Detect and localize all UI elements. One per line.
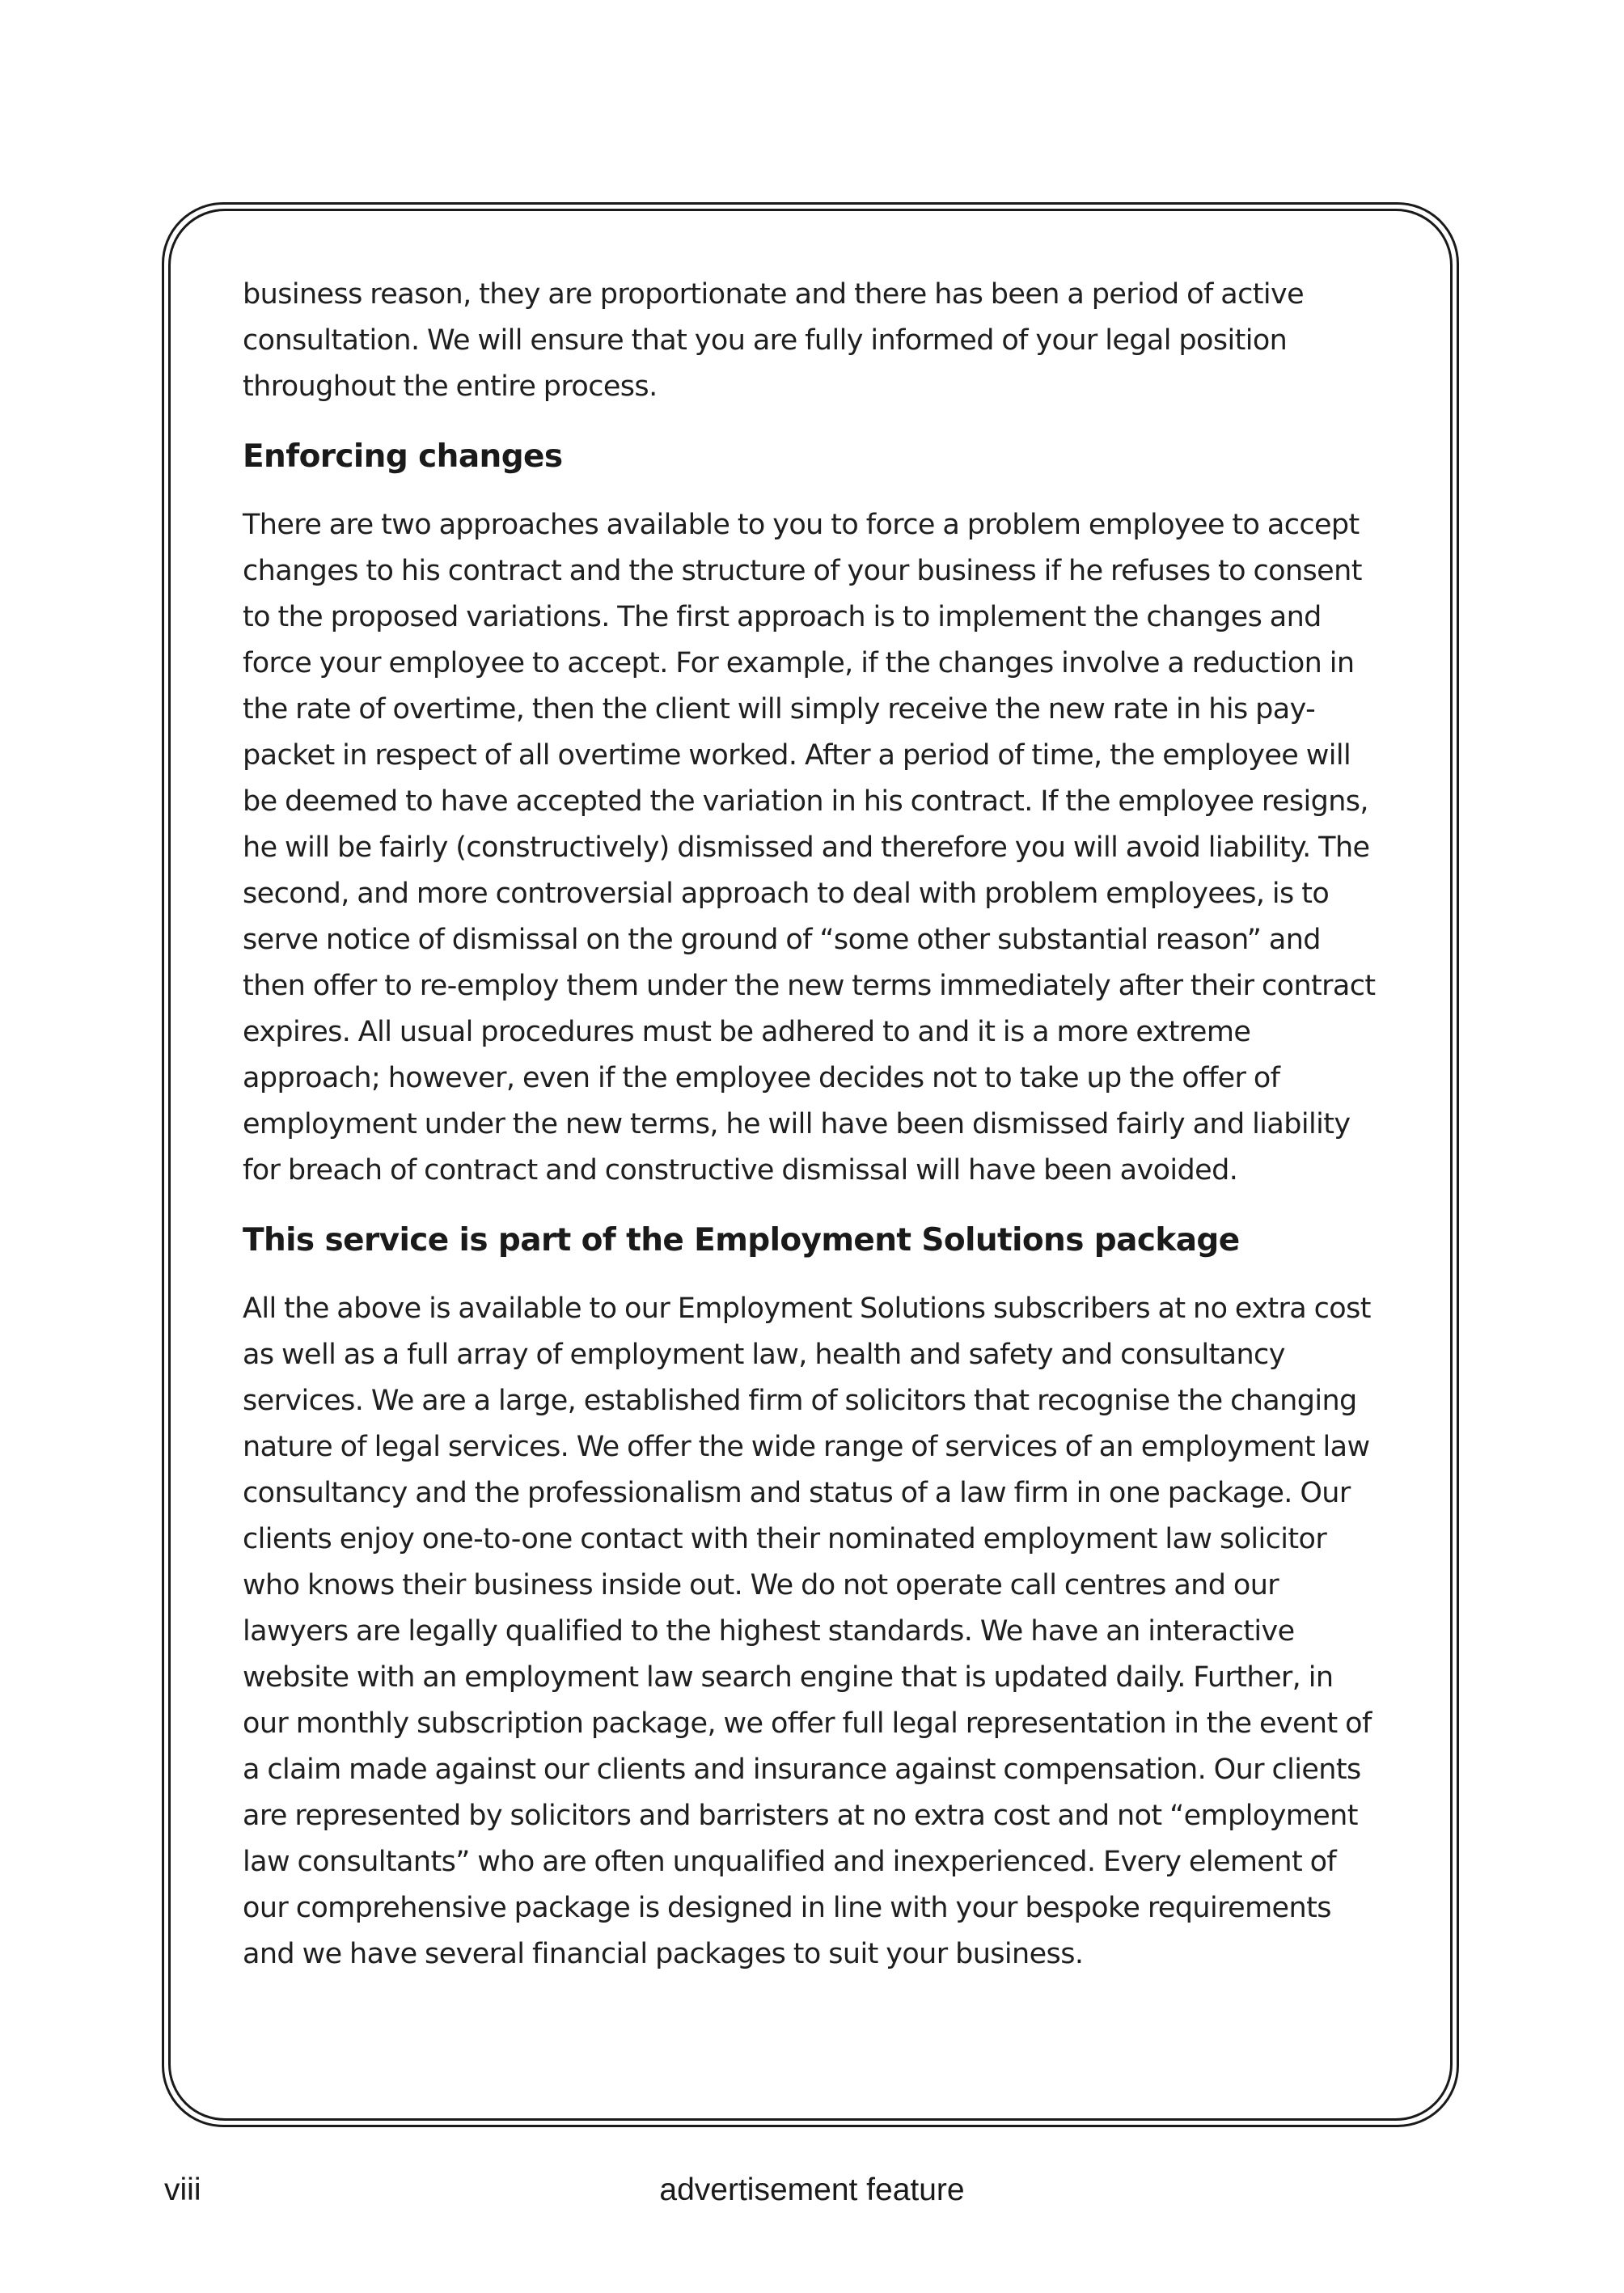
- advertisement-box-content: [243, 272, 1383, 1978]
- section-body-enforcing-changes: There are two approaches available to you to force a problem employee to accept changes to his contract and the structure of your business if he refuses to consent to the proposed variations. The first approach is to implement the changes and force your employee to accept. For example, if the changes involve a reduction in the rate of overtime, then the client will simply receive the new rate in his pay-packet in respect of all overtime worked. After a period of time, the employee will be deemed to have accepted the variation in his contract. If the employee resigns, he will be fairly (constructively) dismissed and therefore you will avoid liability. The second, and more controversial approach to deal with problem employees, is to serve notice of dismissal on the ground of “some other substantial reason” and then offer to re-employ them under the new terms immediately after their contract expires. All usual procedures must be adhered to and it is a more extreme approach; however, even if the employee decides not to take up the offer of employment under the new terms, he will have been dismissed fairly and liability for breach of contract and constructive dismissal will have been avoided.: [243, 509, 1376, 1187]
- page-number: viii: [164, 2172, 201, 2207]
- section-heading-employment-solutions: This service is part of the Employment Solutions package: [243, 1222, 1240, 1259]
- intro-paragraph: business reason, they are proportionate and there has been a period of active consultation. We will ensure that you are fully informed of your legal position throughout the entire process.: [243, 278, 1305, 403]
- section-heading-enforcing-changes: Enforcing changes: [243, 438, 563, 475]
- section-body-employment-solutions: All the above is available to our Employment Solutions subscribers at no extra cost as well as a full array of employment law, health and safety and consultancy services. We are a large, established firm of solicitors that recognise the changing nature of legal services. We offer the wide range of services of an employment law consultancy and the professionalism and status of a law firm in one package. Our clients enjoy one-to-one contact with their nominated employment law solicitor who knows their business inside out. We do not operate call centres and our lawyers are legally qualified to the highest standards. We have an interactive website with an employment law search engine that is updated daily. Further, in our monthly subscription package, we offer full legal representation in the event of a claim made against our clients and insurance against compensation. Our clients are represented by solicitors and barristers at no extra cost and not “employment law consultants” who are often unqualified and inexperienced. Every element of our comprehensive package is designed in line with your bespoke requirements and we have several financial packages to suit your business.: [243, 1292, 1372, 1970]
- footer-label: advertisement feature: [659, 2172, 965, 2207]
